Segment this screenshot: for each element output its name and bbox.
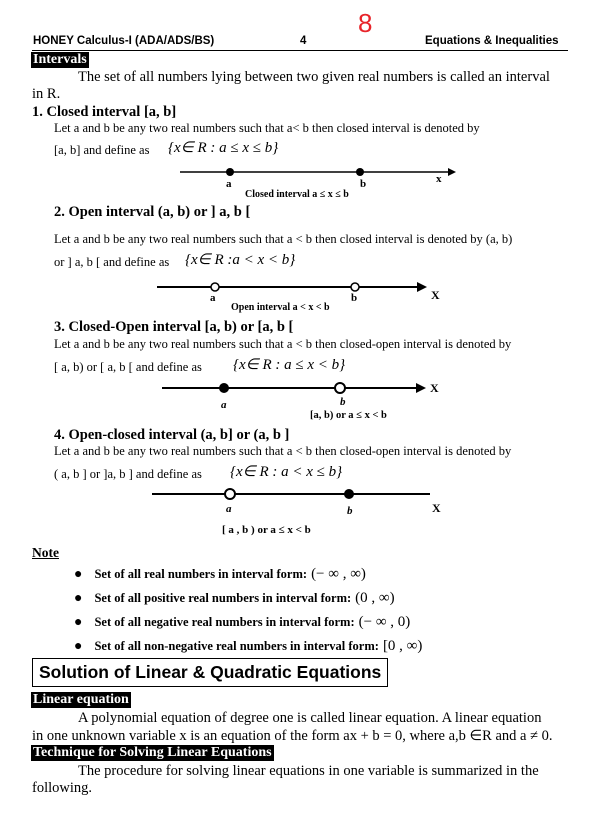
closed-interval-title: 1. Closed interval [a, b] [32, 104, 177, 120]
closed-fig-b: b [360, 178, 367, 190]
open-closed-fig-x: X [432, 501, 441, 515]
header-page-number: 4 [300, 35, 307, 47]
closed-open-interval-text: Let a and b be any two real numbers such that a < b then closed-open interval is denoted by [54, 337, 512, 351]
open-interval-title: 2. Open interval (a, b) or ] a, b [ [54, 204, 251, 220]
technique-line2: following. [32, 780, 93, 796]
closed-interval-figure [170, 162, 460, 200]
section-heading-intervals: Intervals [33, 52, 87, 67]
closed-open-fig-a: a [221, 399, 227, 411]
note-item-nonnegative-label: Set of all non-negative real numbers in interval form: [94, 639, 379, 653]
bullet-icon: ● [74, 615, 83, 630]
note-heading: Note [32, 545, 59, 560]
note-item-negative [74, 613, 410, 631]
open-closed-interval-text: Let a and b be any two real numbers such that a < b then closed-open interval is denoted by [54, 444, 512, 458]
closed-interval-define: [a, b] and define as [54, 143, 150, 157]
intervals-intro-line2: in R. [32, 86, 61, 102]
header-chapter-title: Equations & Inequalities [425, 35, 559, 47]
header-course-title: HONEY Calculus-I (ADA/ADS/BS) [33, 35, 215, 47]
closed-open-interval-figure [160, 378, 450, 424]
note-item-nonnegative-value: [0 , ∞) [382, 638, 423, 654]
note-item-real-label: Set of all real numbers in interval form: [94, 567, 308, 581]
note-item-positive-value: (0 , ∞) [355, 590, 395, 606]
open-interval-set: {x∈ R :a < x < b} [185, 252, 296, 268]
bullet-icon: ● [74, 639, 83, 654]
intervals-intro-line1: The set of all numbers lying between two given real numbers is called an interval [78, 69, 550, 85]
closed-open-fig-b: b [340, 396, 346, 408]
note-item-negative-label: Set of all negative real numbers in interval form: [94, 615, 355, 629]
open-fig-b: b [351, 292, 358, 304]
note-item-positive [74, 589, 395, 607]
linear-equation-line2: in one unknown variable x is an equation of the form ax + b = 0, where a,b ∈R and a ≠ 0. [32, 728, 553, 744]
closed-open-interval-set: {x∈ R : a ≤ x < b} [233, 357, 346, 373]
open-interval-figure [155, 277, 455, 313]
open-closed-interval-title: 4. Open-closed interval (a, b] or (a, b ] [54, 427, 290, 443]
closed-interval-text: Let a and b be any two real numbers such that a< b then closed interval is denoted by [54, 121, 480, 135]
closed-fig-caption: Closed interval a ≤ x ≤ b [245, 189, 349, 200]
open-fig-caption: Open interval a < x < b [231, 302, 330, 313]
open-closed-fig-b: b [347, 505, 353, 517]
note-item-nonnegative [74, 637, 422, 655]
open-interval-define: or ] a, b [ and define as [54, 255, 170, 269]
open-interval-text: Let a and b be any two real numbers such that a < b then closed interval is denoted by (a, b) [54, 232, 513, 246]
closed-open-fig-x: X [430, 381, 439, 395]
note-item-real-value: (− ∞ , ∞) [311, 566, 366, 582]
open-closed-fig-caption: [ a , b ) or a ≤ x < b [222, 524, 311, 536]
note-item-positive-label: Set of all positive real numbers in interval form: [94, 591, 352, 605]
open-fig-a: a [210, 292, 216, 304]
linear-equation-line1: A polynomial equation of degree one is called linear equation. A linear equation [78, 710, 542, 726]
open-fig-x: X [431, 288, 440, 302]
technique-line1: The procedure for solving linear equations in one variable is summarized in the [78, 763, 539, 779]
open-closed-interval-set: {x∈ R : a < x ≤ b} [230, 464, 343, 480]
section-heading-technique: Technique for Solving Linear Equations [33, 745, 272, 760]
bullet-icon: ● [74, 567, 83, 582]
closed-fig-x: x [436, 173, 442, 185]
bullet-icon: ● [74, 591, 83, 606]
page-stamp-number: 8 [358, 8, 373, 38]
note-item-negative-value: (− ∞ , 0) [358, 614, 411, 630]
closed-open-fig-caption: [a, b) or a ≤ x < b [310, 410, 387, 421]
open-closed-fig-a: a [226, 503, 232, 515]
note-item-real [74, 565, 366, 583]
closed-open-interval-title: 3. Closed-Open interval [a, b) or [a, b [ [54, 319, 294, 335]
open-closed-interval-define: ( a, b ] or ]a, b ] and define as [54, 467, 202, 481]
open-closed-interval-figure [150, 485, 450, 541]
section-heading-linear-equation: Linear equation [33, 692, 129, 707]
closed-interval-set: {x∈ R : a ≤ x ≤ b} [168, 140, 279, 156]
section-title-solution: Solution of Linear & Quadratic Equations [32, 658, 388, 687]
closed-open-interval-define: [ a, b) or [ a, b [ and define as [54, 360, 202, 374]
closed-fig-a: a [226, 178, 232, 190]
header-rule [32, 50, 568, 51]
